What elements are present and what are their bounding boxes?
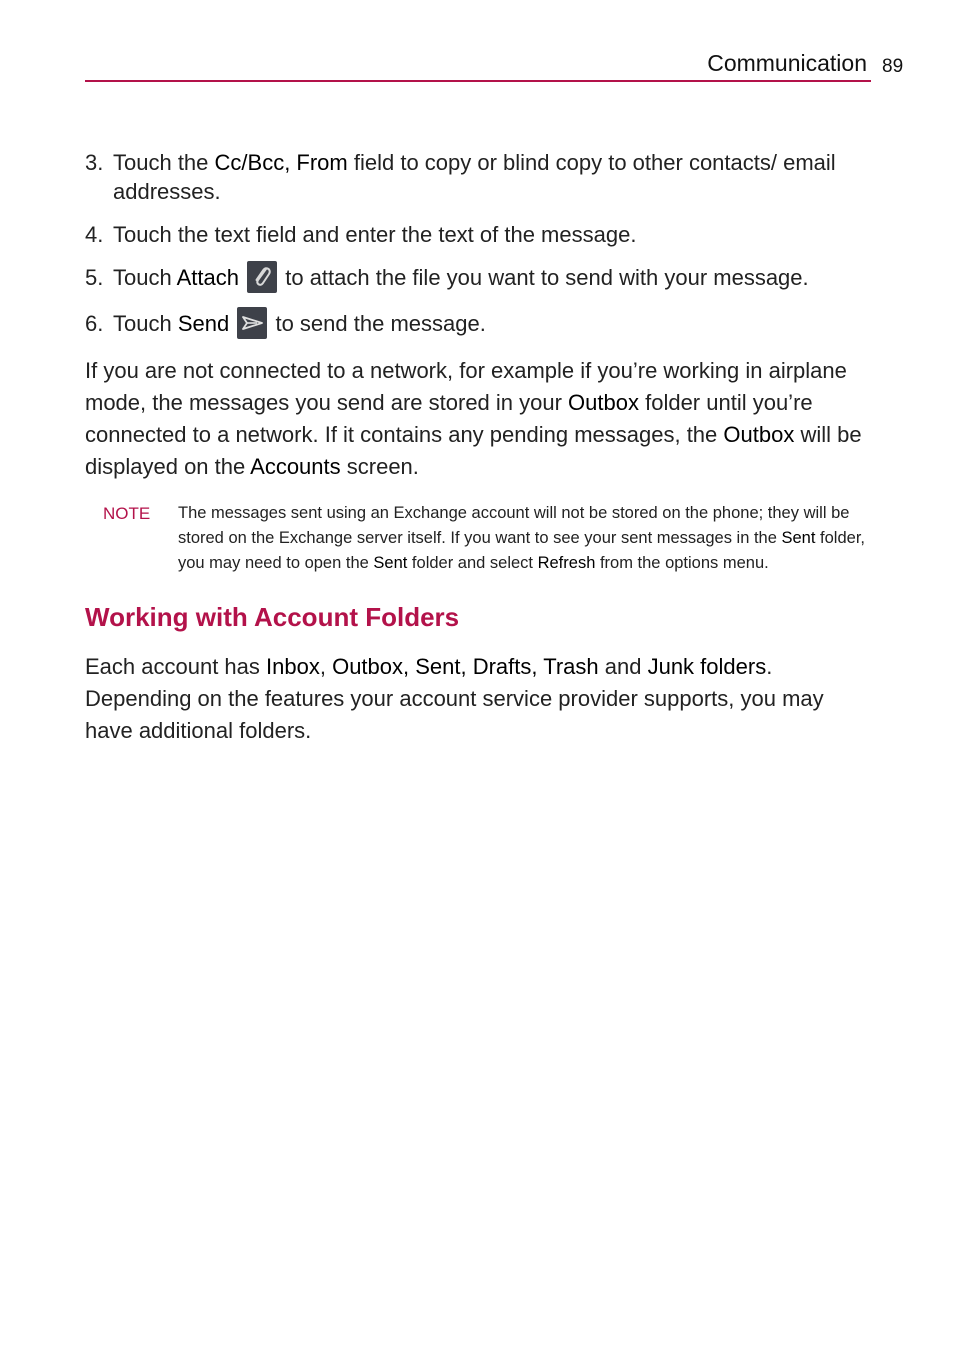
note-text: The messages sent using an Exchange account will not be stored on the phone; they will be stored on the Exchange server itself. If you want to see your sent messages in the <box>178 504 850 548</box>
note-label: NOTE <box>103 504 151 524</box>
term-inbox: Inbox <box>266 654 320 680</box>
step-number: 4. <box>85 222 104 247</box>
send-icon <box>237 307 267 339</box>
step-text: field to copy or blind copy to other contacts/ email addresses. <box>113 150 836 204</box>
term-send: Send <box>177 311 230 337</box>
term-outbox: Outbox <box>723 422 795 448</box>
section-paragraph <box>85 651 875 747</box>
step-4 <box>85 220 875 249</box>
step-text: Touch <box>113 265 177 290</box>
term-sent: Sent <box>373 554 408 573</box>
step-number: 3. <box>85 150 104 175</box>
para-text: folder until you’re connected to a network. If it contains any pending messages, the <box>85 390 813 448</box>
section-title: Working with Account Folders <box>85 602 460 633</box>
header-divider <box>85 80 871 82</box>
paperclip-icon <box>247 261 277 293</box>
offline-paragraph <box>85 355 875 483</box>
para-text: , <box>319 654 333 680</box>
step-text: Touch the text field and enter the text of the message. <box>113 222 637 247</box>
note-text: folder and select <box>407 554 538 573</box>
term-sent: Sent <box>781 529 816 548</box>
step-6 <box>85 309 875 341</box>
term-cc-bcc-from: Cc/Bcc, From <box>214 150 348 175</box>
step-text: Touch <box>113 311 178 337</box>
note-text: from the options menu. <box>595 554 769 573</box>
term-outbox: Outbox <box>568 390 639 416</box>
term-accounts: Accounts <box>250 454 341 480</box>
step-number: 5. <box>85 265 104 290</box>
term-junk-folders: Junk folders <box>647 654 767 680</box>
para-text: screen. <box>340 454 419 480</box>
term-refresh: Refresh <box>537 554 596 573</box>
para-text: Each account has <box>85 654 267 680</box>
step-text: Touch the <box>113 150 215 175</box>
step-number: 6. <box>85 311 104 337</box>
term-folder-list: Outbox, Sent, Drafts, Trash <box>332 654 599 680</box>
note-block <box>85 501 875 576</box>
step-text: to send the message. <box>275 311 486 337</box>
page-content <box>85 148 875 761</box>
para-text: will be displayed on the <box>85 422 862 480</box>
page-number: 89 <box>882 56 904 77</box>
term-attach: Attach <box>176 265 239 290</box>
header-title: Communication <box>707 50 867 76</box>
para-text: and <box>598 654 648 680</box>
step-3 <box>85 148 875 206</box>
step-text: to attach the file you want to send with your message. <box>285 265 809 290</box>
note-text: folder, you may need to open the <box>178 529 865 573</box>
para-text: If you are not connected to a network, for example if you’re working in airplane mode, the messages you send are stored in your <box>85 358 847 416</box>
para-text: . Depending on the features your account service provider supports, you may have additional folders. <box>85 654 824 744</box>
step-5 <box>85 263 875 295</box>
